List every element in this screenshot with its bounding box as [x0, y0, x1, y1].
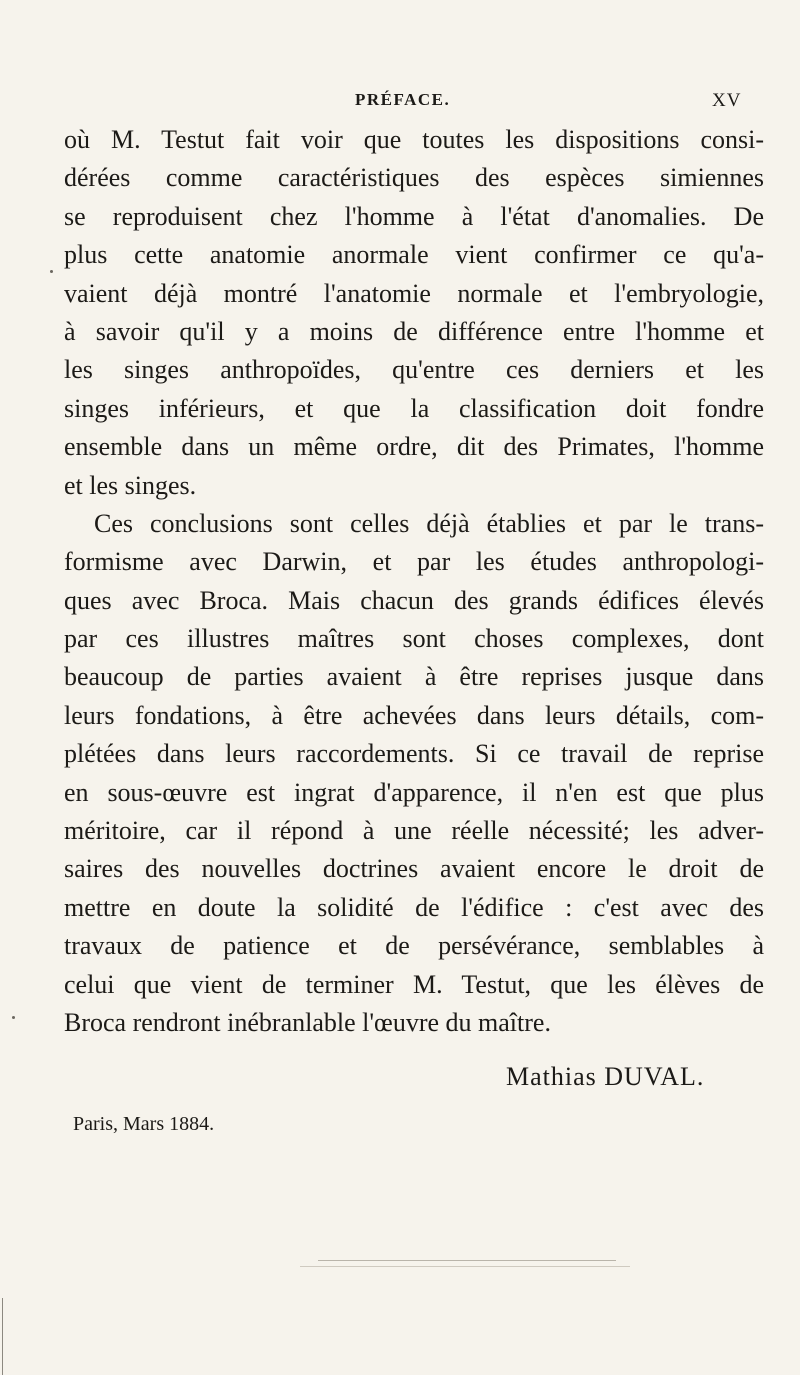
text-line: par ces illustres maîtres sont choses complexes, dont — [64, 624, 764, 654]
text-line: se reproduisent chez l'homme à l'état d'anomalies. De — [64, 201, 764, 231]
preface-body — [64, 121, 764, 1042]
margin-edge-line — [2, 1298, 3, 1375]
text-line: plétées dans leurs raccordements. Si ce travail de reprise — [64, 739, 764, 769]
text-line: les singes anthropoïdes, qu'entre ces derniers et les — [64, 355, 764, 385]
page-header — [0, 90, 800, 116]
text-line: en sous-œuvre est ingrat d'apparence, il n'en est que plus — [64, 777, 764, 807]
margin-dot — [12, 1016, 15, 1019]
text-line: saires des nouvelles doctrines avaient encore le droit de — [64, 854, 764, 884]
page-number: XV — [712, 90, 742, 111]
text-line: travaux de patience et de persévérance, semblables à — [64, 931, 764, 961]
author-signature: Mathias DUVAL. — [506, 1062, 705, 1091]
text-line: et les singes. — [64, 470, 197, 500]
text-line: Ces conclusions sont celles déjà établies et par le trans- — [94, 508, 764, 538]
text-line: dérées comme caractéristiques des espèces simiennes — [64, 163, 764, 193]
text-line: ques avec Broca. Mais chacun des grands édifices élevés — [64, 585, 764, 615]
text-line: mettre en doute la solidité de l'édifice : c'est avec des — [64, 892, 764, 922]
text-line: méritoire, car il répond à une réelle nécessité; les adver- — [64, 816, 764, 846]
text-line: ensemble dans un même ordre, dit des Primates, l'homme — [64, 432, 764, 462]
text-line: celui que vient de terminer M. Testut, que les élèves de — [64, 969, 764, 999]
text-line: plus cette anatomie anormale vient confirmer ce qu'a- — [64, 240, 764, 270]
text-line: à savoir qu'il y a moins de différence entre l'homme et — [64, 316, 764, 346]
text-line: où M. Testut fait voir que toutes les dispositions consi- — [64, 125, 764, 154]
margin-dot — [50, 270, 53, 273]
bottom-rule-faint — [300, 1266, 630, 1267]
text-line: singes inférieurs, et que la classification doit fondre — [64, 393, 764, 423]
text-line: formisme avec Darwin, et par les études anthropologi- — [64, 547, 764, 577]
running-head: PRÉFACE. — [355, 90, 451, 109]
bottom-rule — [318, 1260, 616, 1261]
text-line: beaucoup de parties avaient à être reprises jusque dans — [64, 662, 764, 692]
place-date: Paris, Mars 1884. — [73, 1113, 215, 1135]
text-line: leurs fondations, à être achevées dans leurs détails, com- — [64, 700, 764, 730]
text-line: Broca rendront inébranlable l'œuvre du maître. — [64, 1007, 551, 1037]
text-line: vaient déjà montré l'anatomie normale et l'embryologie, — [64, 278, 764, 308]
